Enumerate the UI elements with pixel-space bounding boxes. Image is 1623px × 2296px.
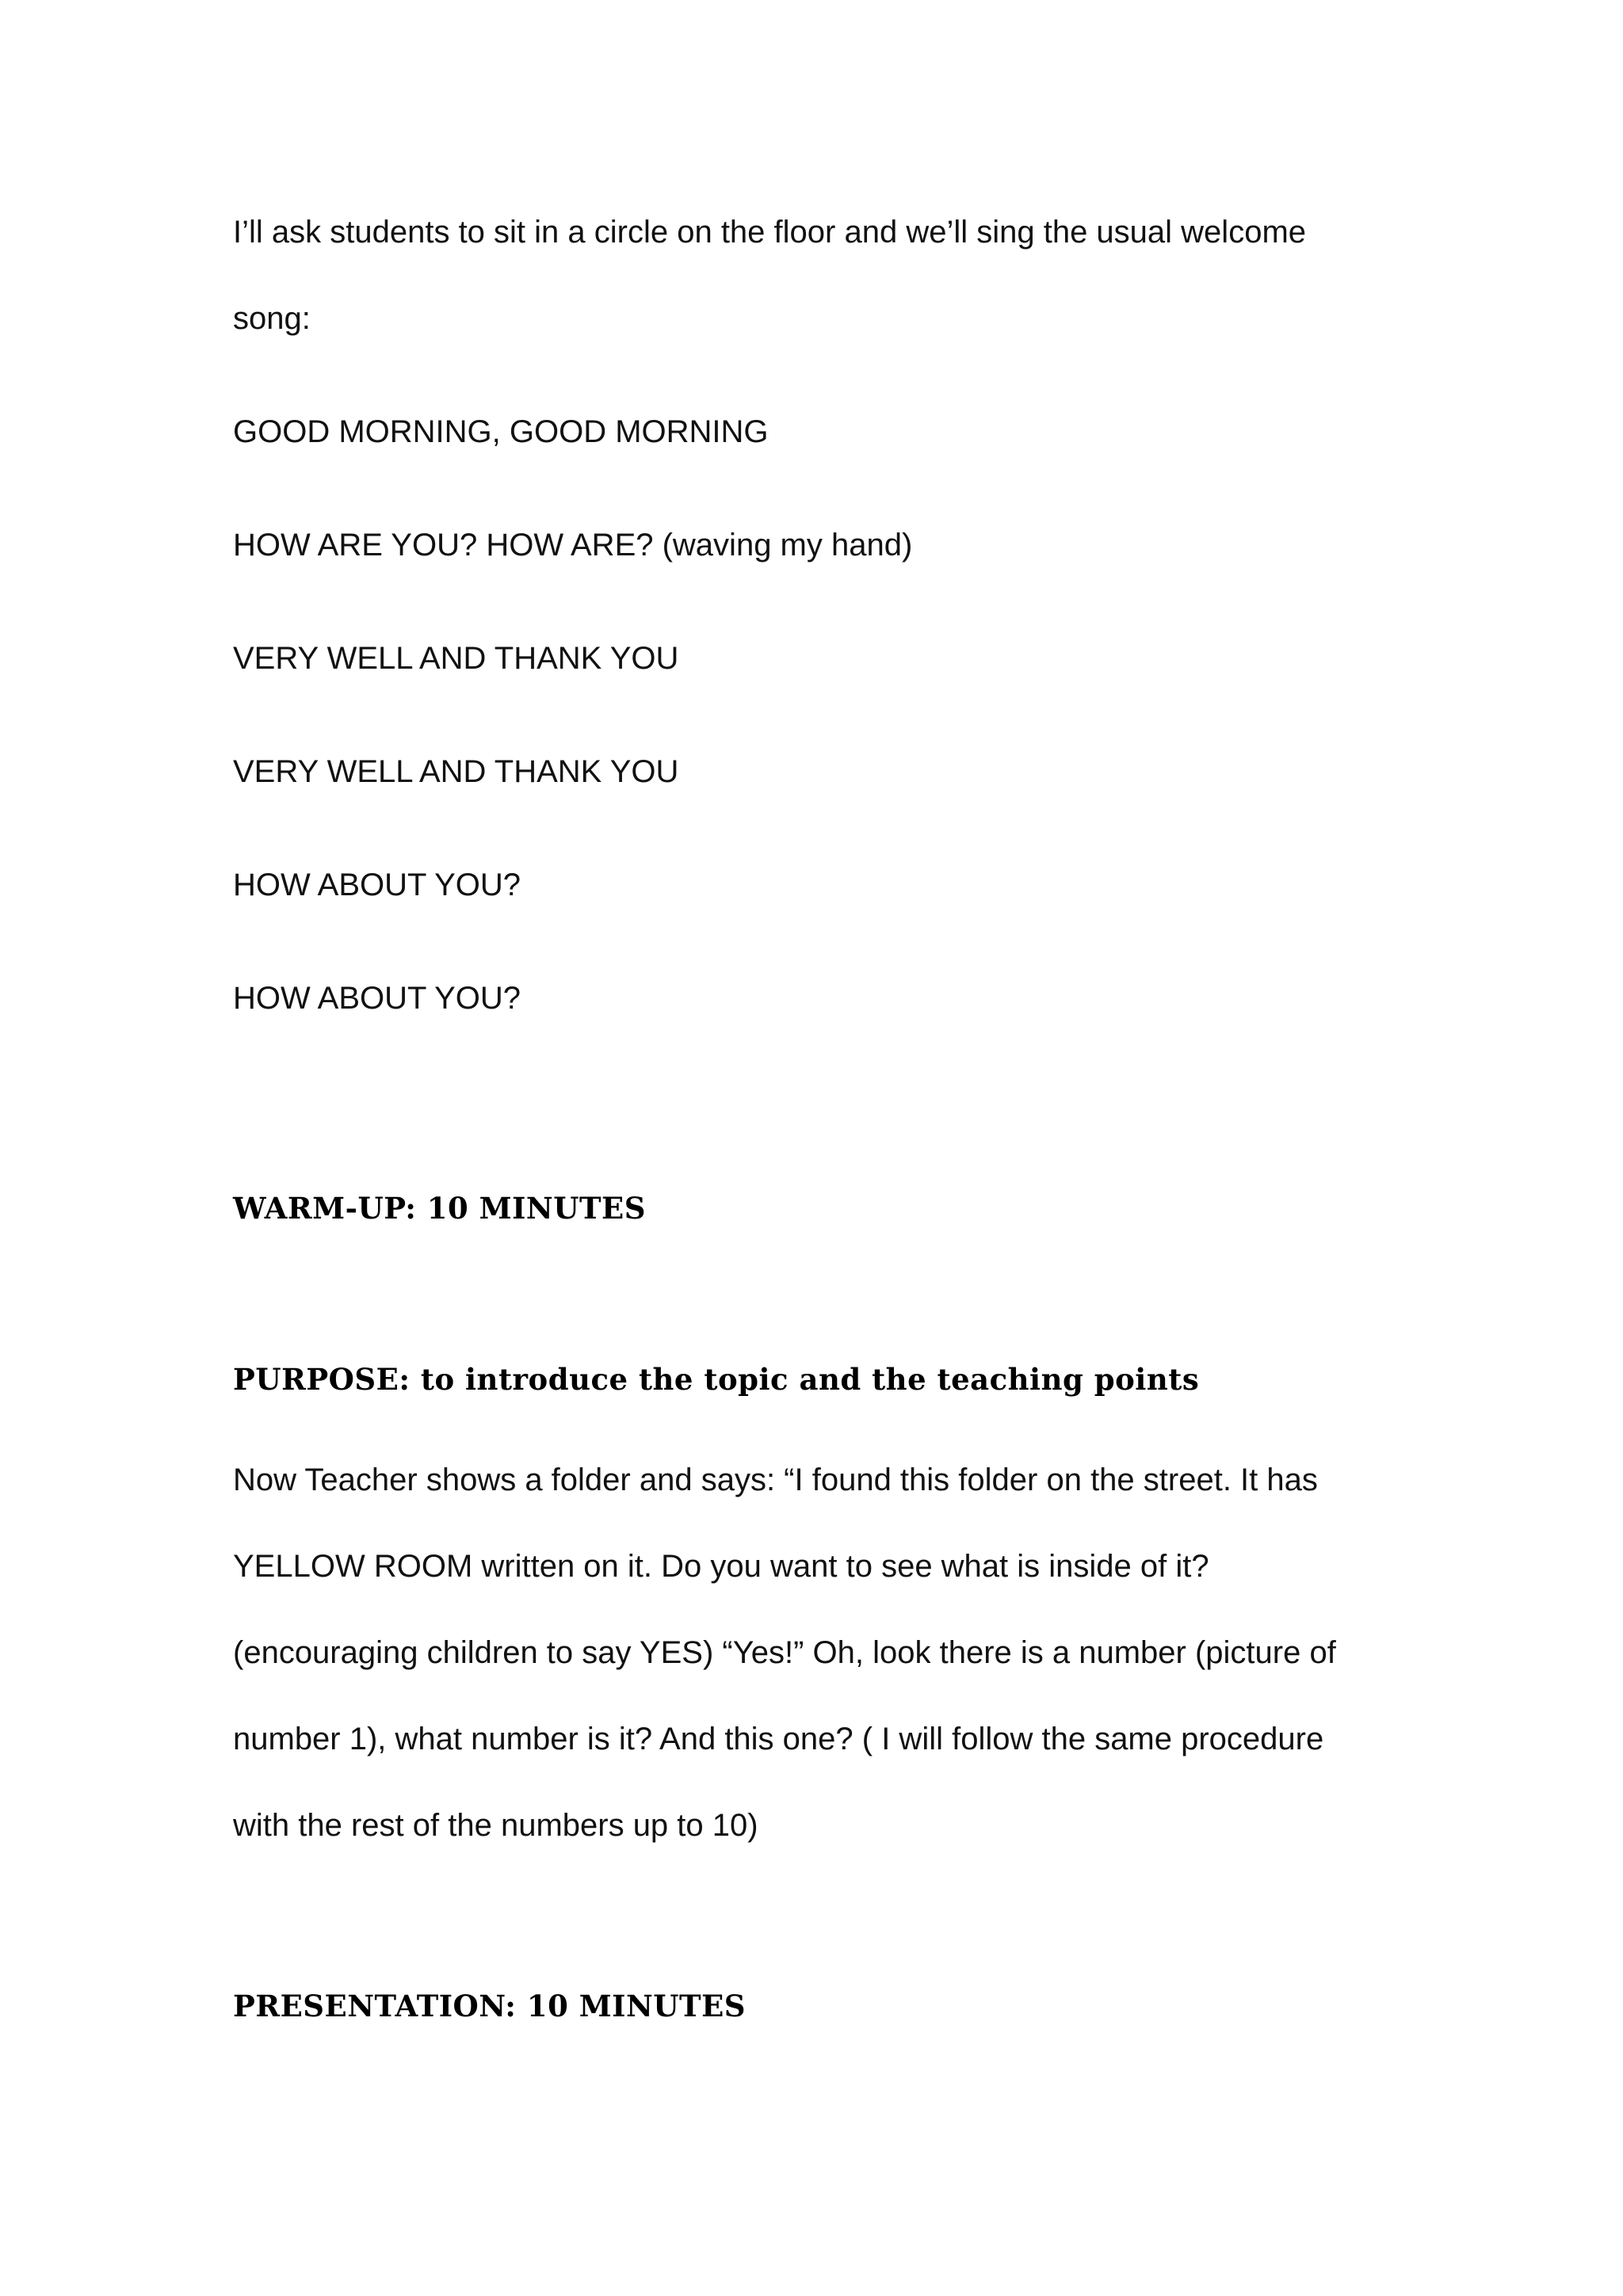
song-line-2: HOW ARE YOU? HOW ARE? (waving my hand)	[233, 528, 913, 563]
purpose-heading: PURPOSE: to introduce the topic and the teaching points	[233, 1362, 1200, 1397]
song-line-5: HOW ABOUT YOU?	[233, 868, 521, 902]
warmup-paragraph-line-2: YELLOW ROOM written on it. Do you want to see what is inside of it?	[233, 1549, 1209, 1584]
intro-line-1: I’ll ask students to sit in a circle on the floor and we’ll sing the usual welcome	[233, 215, 1307, 250]
warmup-paragraph-line-4: number 1), what number is it? And this one? ( I will follow the same procedure	[233, 1722, 1324, 1756]
warmup-paragraph-line-3: (encouraging children to say YES) “Yes!” Oh, look there is a number (picture of	[233, 1635, 1336, 1670]
song-line-1: GOOD MORNING, GOOD MORNING	[233, 414, 769, 449]
presentation-heading: PRESENTATION: 10 MINUTES	[233, 1989, 746, 2023]
warmup-paragraph-line-5: with the rest of the numbers up to 10)	[233, 1808, 758, 1843]
song-line-6: HOW ABOUT YOU?	[233, 981, 521, 1016]
intro-line-2: song:	[233, 301, 311, 336]
song-line-3: VERY WELL AND THANK YOU	[233, 641, 679, 676]
warmup-paragraph-line-1: Now Teacher shows a folder and says: “I found this folder on the street. It has	[233, 1463, 1318, 1497]
song-line-4: VERY WELL AND THANK YOU	[233, 754, 679, 789]
warmup-heading: WARM-UP: 10 MINUTES	[233, 1191, 646, 1226]
